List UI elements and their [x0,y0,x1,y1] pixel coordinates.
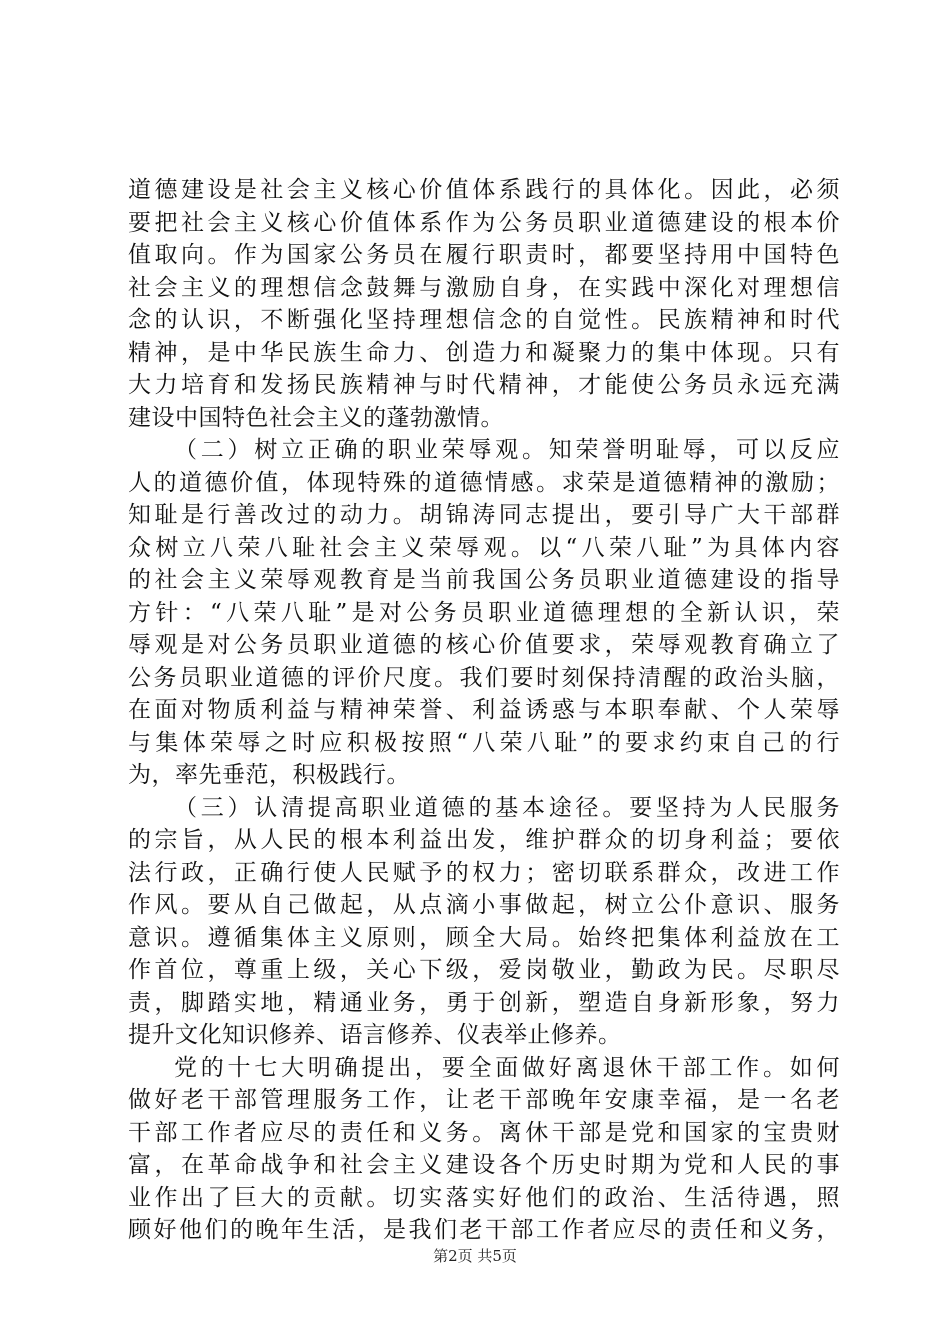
text-line: 法行政，正确行使人民赋予的权力；密切联系群众，改进工作 [128,859,840,886]
paragraph [128,434,840,792]
paragraph [128,792,840,1052]
text-line: 作风。要从自己做起，从点滴小事做起，树立公仆意识、服务 [128,892,840,918]
text-line: 大力培育和发扬民族精神与时代精神，才能使公务员永远充满 [128,372,840,398]
text-line: 念的认识，不断强化坚持理想信念的自觉性。民族精神和时代 [128,307,840,333]
document-body [128,174,840,1247]
text-line: 干部工作者应尽的责任和义务。离休干部是党和国家的宝贵财 [128,1119,840,1146]
text-line: 作首位，尊重上级，关心下级，爱岗敬业，勤政为民。尽职尽 [128,957,840,983]
text-line: 提升文化知识修养、语言修养、仪表举止修养。 [128,1022,622,1048]
text-line: 业作出了巨大的贡献。切实落实好他们的政治、生活待遇，照 [128,1184,840,1211]
text-line: （二）树立正确的职业荣辱观。知荣誉明耻辱，可以反应 [174,437,840,463]
text-line: 众树立八荣八耻社会主义荣辱观。以“八荣八耻”为具体内容 [128,534,840,561]
text-line: 社会主义的理想信念鼓舞与激励自身，在实践中深化对理想信 [128,274,840,301]
text-line: 做好老干部管理服务工作，让老干部晚年安康幸福，是一名老 [128,1087,840,1113]
text-line: 值取向。作为国家公务员在履行职责时，都要坚持用中国特色 [128,242,840,268]
text-line: 人的道德价值，体现特殊的道德情感。求荣是道德精神的激励； [128,469,840,496]
text-line: 与集体荣辱之时应积极按照“八荣八耻”的要求约束自己的行 [128,729,840,756]
text-line: 顾好他们的晚年生活，是我们老干部工作者应尽的责任和义务， [128,1217,840,1243]
text-line: 为，率先垂范，积极践行。 [128,762,410,788]
text-line: 责，脚踏实地，精通业务，勇于创新，塑造自身新形象，努力 [128,989,840,1016]
text-line: 方针：“八荣八耻”是对公务员职业道德理想的全新认识，荣 [128,599,840,626]
text-line: 道德建设是社会主义核心价值体系践行的具体化。因此，必须 [128,177,840,203]
paragraph [128,174,840,434]
text-line: 要把社会主义核心价值体系作为公务员职业道德建设的根本价 [128,209,840,236]
paragraph [128,1052,840,1247]
text-line: 党的十七大明确提出，要全面做好离退休干部工作。如何 [174,1054,840,1081]
text-line: 知耻是行善改过的动力。胡锦涛同志提出，要引导广大干部群 [128,502,840,528]
page-footer: 第2页 共5页 [433,1247,517,1265]
text-line: 富，在革命战争和社会主义建设各个历史时期为党和人民的事 [128,1152,840,1178]
text-line: 的社会主义荣辱观教育是当前我国公务员职业道德建设的指导 [128,567,840,593]
text-line: 辱观是对公务员职业道德的核心价值要求，荣辱观教育确立了 [128,632,840,658]
text-line: （三）认清提高职业道德的基本途径。要坚持为人民服务 [174,794,840,821]
text-line: 的宗旨，从人民的根本利益出发，维护群众的切身利益；要依 [128,827,840,853]
text-line: 建设中国特色社会主义的蓬勃激情。 [128,404,504,431]
text-line: 精神，是中华民族生命力、创造力和凝聚力的集中体现。只有 [128,339,840,366]
text-line: 意识。遵循集体主义原则，顾全大局。始终把集体利益放在工 [128,924,840,951]
text-line: 在面对物质利益与精神荣誉、利益诱惑与本职奉献、个人荣辱 [128,697,840,723]
text-line: 公务员职业道德的评价尺度。我们要时刻保持清醒的政治头脑， [128,664,840,691]
